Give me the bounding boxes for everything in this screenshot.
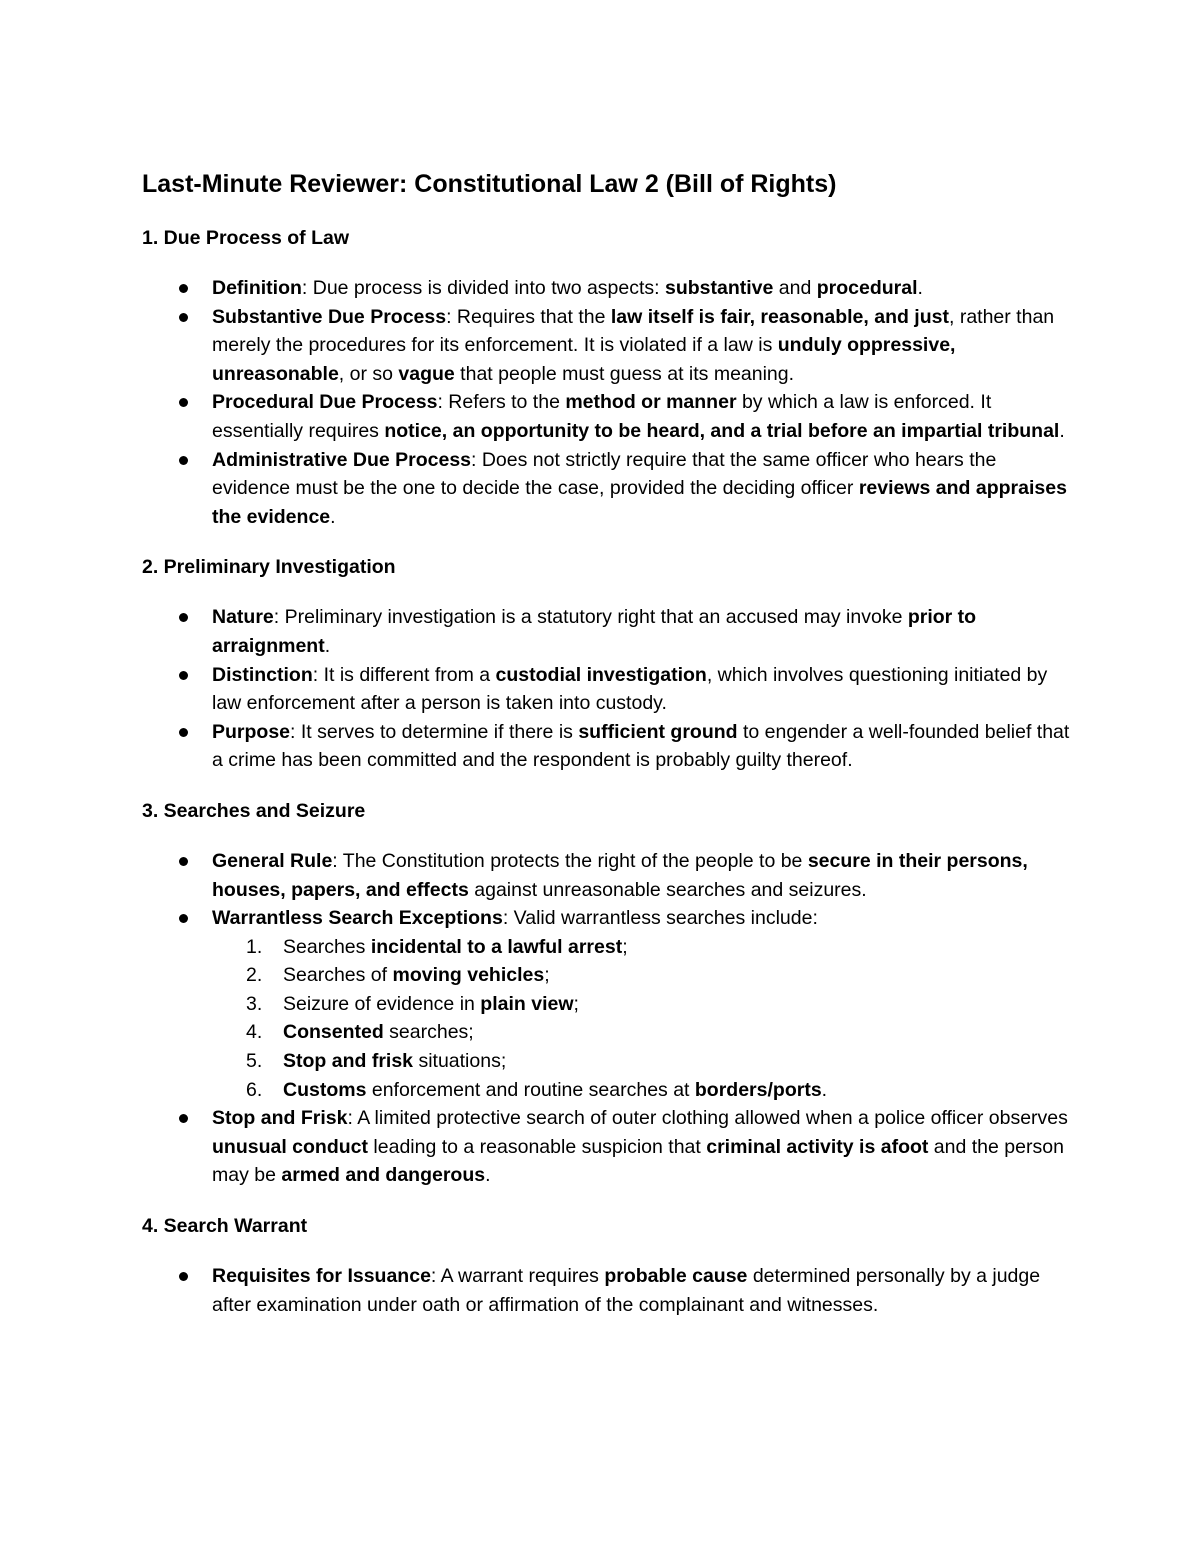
bold-text: law itself is fair, reasonable, and just bbox=[610, 305, 949, 328]
numbered-item-text bbox=[213, 961, 1072, 990]
text-run: to engender a well-founded belief that a crime has been committed and the respondent is probably guilty thereof. bbox=[212, 720, 1070, 772]
bold-text: substantive bbox=[665, 277, 774, 299]
list-item-text bbox=[212, 306, 1054, 385]
list-number: 1. bbox=[246, 935, 263, 958]
bold-text: method or manner bbox=[565, 391, 737, 414]
text-run: that people must guess at its meaning. bbox=[454, 362, 795, 385]
list-item-text bbox=[212, 664, 1047, 715]
list-item-text bbox=[212, 721, 1069, 772]
text-run: ; bbox=[622, 935, 628, 958]
bullet-list bbox=[142, 847, 1072, 1190]
list-item bbox=[142, 1104, 1072, 1190]
list-item-text bbox=[212, 907, 818, 929]
bold-text: Customs bbox=[283, 1078, 367, 1101]
bullet-icon bbox=[179, 914, 188, 923]
list-item-text bbox=[212, 391, 1065, 442]
text-run: : Preliminary investigation is a statutory right that an accused may invoke bbox=[273, 606, 908, 629]
text-run: by which a law is enforced. It essentially requires bbox=[212, 391, 992, 442]
bullet-icon bbox=[179, 284, 188, 293]
list-item-text bbox=[212, 449, 1067, 528]
list-item bbox=[142, 661, 1072, 718]
text-run: , which involves questioning initiated by law enforcement after a person is taken into custody. bbox=[212, 663, 1048, 715]
numbered-item-text bbox=[213, 990, 1072, 1019]
bold-text: Consented bbox=[283, 1021, 384, 1044]
list-item bbox=[142, 904, 1072, 1104]
section-heading: 3. Searches and Seizure bbox=[142, 799, 366, 822]
bold-text: Distinction bbox=[212, 663, 313, 686]
bullet-icon bbox=[179, 613, 188, 622]
list-item bbox=[142, 388, 1072, 445]
text-run: : It serves to determine if there is bbox=[290, 720, 579, 743]
bold-text: Stop and Frisk bbox=[212, 1107, 348, 1130]
document-title: Last-Minute Reviewer: Constitutional Law 2 (Bill of Rights) bbox=[142, 170, 837, 198]
bold-text: probable cause bbox=[604, 1265, 748, 1288]
text-run: Seizure of evidence in bbox=[283, 992, 481, 1015]
numbered-list-item bbox=[142, 933, 1072, 962]
text-run: leading to a reasonable suspicion that bbox=[368, 1135, 707, 1158]
text-run: situations; bbox=[413, 1050, 507, 1073]
bold-text: sufficient ground bbox=[578, 720, 738, 743]
numbered-item-text bbox=[213, 1076, 1072, 1105]
bold-text: Warrantless Search Exceptions bbox=[212, 907, 503, 930]
text-run: enforcement and routine searches at bbox=[366, 1078, 695, 1101]
bold-text: Purpose bbox=[212, 720, 291, 743]
list-number: 6. bbox=[246, 1078, 263, 1101]
bullet-icon bbox=[179, 728, 188, 737]
text-run: Searches of bbox=[283, 964, 393, 987]
bold-text: secure in their persons, houses, papers, and effects bbox=[212, 849, 1028, 901]
list-item bbox=[142, 1262, 1072, 1319]
numbered-item-text bbox=[213, 1047, 1072, 1076]
bold-text: General Rule bbox=[212, 849, 333, 872]
text-run: . bbox=[917, 277, 923, 299]
text-run: , rather than merely the procedures for its enforcement. It is violated if a law is bbox=[212, 305, 1055, 357]
text-run: . bbox=[485, 1164, 491, 1187]
text-run: . bbox=[324, 634, 331, 657]
list-item bbox=[142, 303, 1072, 389]
bullet-icon bbox=[179, 456, 188, 465]
list-number: 5. bbox=[246, 1050, 263, 1073]
bullet-list bbox=[142, 603, 1072, 775]
bold-text: procedural bbox=[816, 277, 918, 299]
numbered-list-item bbox=[142, 961, 1072, 990]
text-run: : Refers to the bbox=[437, 391, 566, 414]
bullet-icon bbox=[179, 313, 188, 322]
list-item-text bbox=[212, 850, 1028, 901]
bold-text: Substantive Due Process bbox=[212, 305, 447, 328]
text-run: against unreasonable searches and seizures. bbox=[468, 878, 867, 901]
bullet-icon bbox=[179, 398, 188, 407]
section bbox=[142, 553, 1072, 775]
bullet-icon bbox=[179, 1272, 188, 1281]
bold-text: prior to arraignment bbox=[212, 606, 977, 657]
numbered-list bbox=[212, 933, 1072, 1105]
bold-text: plain view bbox=[480, 992, 574, 1015]
bold-text: borders/ports bbox=[694, 1078, 822, 1101]
text-run: : A limited protective search of outer clothing allowed when a police officer observes bbox=[347, 1107, 1068, 1130]
list-number: 4. bbox=[246, 1021, 263, 1044]
bold-text: vague bbox=[398, 362, 455, 385]
numbered-list-item bbox=[142, 990, 1072, 1019]
bold-text: moving vehicles bbox=[392, 964, 545, 987]
bold-text: reviews and appraises the evidence bbox=[212, 477, 1067, 528]
list-item bbox=[142, 446, 1072, 532]
bullet-icon bbox=[179, 1114, 188, 1123]
bold-text: armed and dangerous bbox=[281, 1164, 486, 1187]
list-number: 3. bbox=[246, 992, 263, 1015]
text-run: determined personally by a judge after examination under oath or affirmation of the complainant and witnesses. bbox=[212, 1265, 1041, 1316]
section-heading: 2. Preliminary Investigation bbox=[142, 556, 396, 579]
text-run: : Due process is divided into two aspects: bbox=[301, 277, 665, 299]
bold-text: unduly oppressive, unreasonable bbox=[212, 334, 956, 385]
text-run: , or so bbox=[338, 362, 399, 385]
numbered-list-item bbox=[142, 1047, 1072, 1076]
bold-text: Procedural Due Process bbox=[212, 391, 438, 414]
list-number: 2. bbox=[246, 964, 263, 987]
bold-text: Nature bbox=[212, 606, 274, 629]
sections-container bbox=[142, 224, 1072, 1319]
bullet-icon bbox=[179, 857, 188, 866]
section bbox=[142, 1212, 1072, 1319]
bold-text: unusual conduct bbox=[212, 1135, 368, 1158]
text-run: ; bbox=[544, 964, 550, 987]
list-item bbox=[142, 603, 1072, 660]
text-run: . bbox=[330, 505, 336, 528]
section bbox=[142, 224, 1072, 531]
numbered-item-text bbox=[213, 1018, 1072, 1047]
list-item bbox=[142, 274, 1072, 303]
text-run: and bbox=[773, 277, 817, 299]
section-heading: 1. Due Process of Law bbox=[142, 227, 349, 249]
bold-text: incidental to a lawful arrest bbox=[370, 935, 623, 958]
text-run: : Does not strictly require that the same officer who hears the evidence must be the one to decide the case, provided the deciding officer bbox=[212, 448, 997, 500]
bullet-list bbox=[142, 274, 1072, 531]
bold-text: Stop and frisk bbox=[283, 1050, 414, 1073]
bold-text: Administrative Due Process bbox=[212, 448, 472, 471]
list-item-text bbox=[212, 277, 923, 299]
text-run: ; bbox=[573, 992, 579, 1015]
list-item-text bbox=[212, 606, 976, 657]
numbered-list-item bbox=[142, 1018, 1072, 1047]
bold-text: Requisites for Issuance bbox=[212, 1265, 431, 1288]
numbered-list-item bbox=[142, 1076, 1072, 1105]
text-run: Searches bbox=[283, 935, 371, 958]
text-run: : Requires that the bbox=[446, 305, 611, 328]
text-run: . bbox=[1059, 419, 1065, 442]
section bbox=[142, 797, 1072, 1190]
text-run: : Valid warrantless searches include: bbox=[502, 907, 818, 930]
text-run: : The Constitution protects the right of the people to be bbox=[332, 849, 808, 872]
bold-text: Definition bbox=[212, 277, 302, 299]
text-run: and the person may be bbox=[212, 1135, 1064, 1187]
text-run: searches; bbox=[383, 1021, 474, 1044]
numbered-item-text bbox=[213, 933, 1072, 962]
list-item bbox=[142, 847, 1072, 904]
list-item-text bbox=[212, 1265, 1040, 1316]
bullet-list bbox=[142, 1262, 1072, 1319]
text-run: : It is different from a bbox=[312, 663, 496, 686]
text-run: . bbox=[821, 1078, 828, 1101]
list-item-text bbox=[212, 1107, 1068, 1186]
bold-text: custodial investigation bbox=[495, 663, 707, 686]
bold-text: criminal activity is afoot bbox=[706, 1135, 929, 1158]
bold-text: notice, an opportunity to be heard, and a trial before an impartial tribunal bbox=[384, 419, 1060, 442]
bullet-icon bbox=[179, 671, 188, 680]
list-item bbox=[142, 718, 1072, 775]
document-body bbox=[142, 166, 1072, 1341]
text-run: : A warrant requires bbox=[430, 1265, 605, 1288]
section-heading: 4. Search Warrant bbox=[142, 1215, 308, 1238]
